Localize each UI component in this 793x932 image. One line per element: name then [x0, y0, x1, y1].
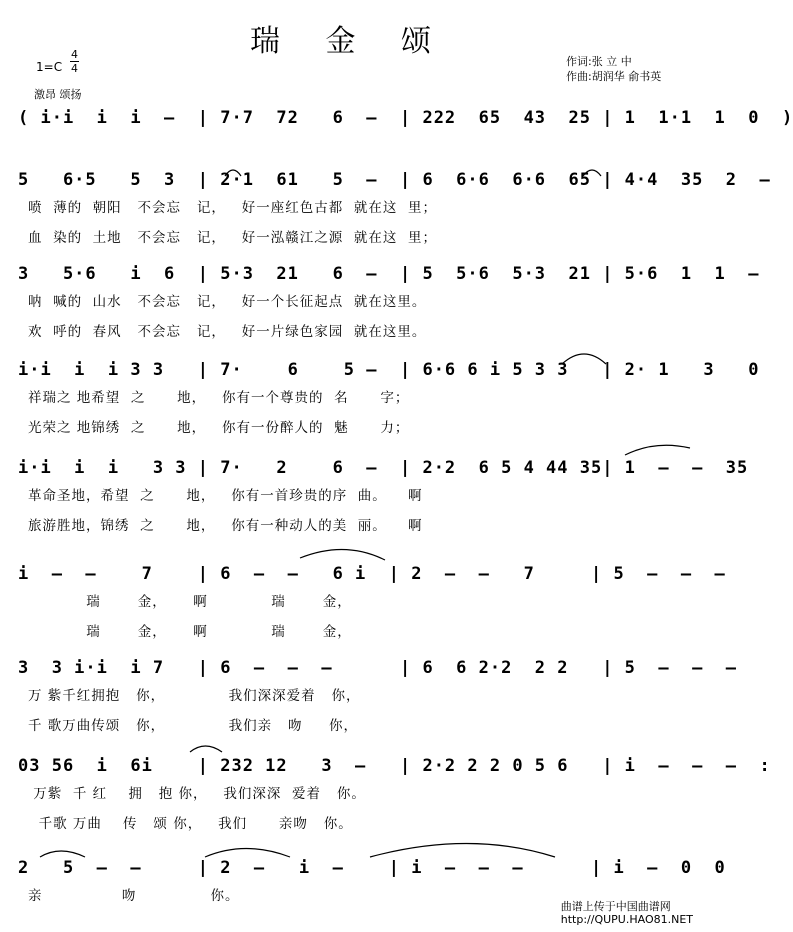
time-signature-bottom: 4 [71, 62, 78, 75]
lyric-line: 瑞 金， 啊 瑞 金， [28, 624, 352, 640]
lyric-line: 千 歌万曲传颂 你， 我们亲 吻 你， [28, 718, 358, 734]
lyric-line: 呐 喊的 山水 不会忘 记， 好一个长征起点 就在这里。 [28, 294, 427, 310]
notation-line: 3 5·6 i 6 | 5·3 21 6 – | 5 5·6 5·3 21 | 5·6 1 1 – [18, 264, 760, 284]
key-signature: 1=C [36, 60, 63, 74]
lyric-line: 血 染的 土地 不会忘 记， 好一泓赣江之源 就在这 里； [28, 230, 437, 246]
time-signature-top: 4 [71, 48, 78, 61]
footer-line-1: 曲谱上传于中国曲谱网 [560, 900, 671, 913]
footer-watermark [561, 900, 693, 926]
notation-line: i·i i i 3 3 | 7· 2 6 – | 2·2 6 5 4 44 35| 1 – – 35 [18, 458, 749, 478]
lyric-line: 瑞 金， 啊 瑞 金， [28, 594, 352, 610]
lyric-line: 欢 呼的 春风 不会忘 记， 好一片绿色家园 就在这里。 [28, 324, 427, 340]
composer-credit: 作曲:胡润华 俞书英 [566, 70, 662, 83]
song-title: 瑞 金 颂 [249, 24, 450, 59]
time-signature [70, 48, 79, 75]
notation-line: 03 56 i 6i | 232 12 3 – | 2·2 2 2 0 5 6 | i – – – : [18, 756, 771, 776]
notation-line: 2 5 – – | 2 – i – | i – – – | i – 0 0 [18, 858, 726, 878]
lyric-line: 祥瑞之 地希望 之 地， 你有一个尊贵的 名 字； [28, 390, 410, 406]
lyric-line: 万紫 千 红 拥 抱 你， 我们深深 爱着 你。 [28, 786, 366, 802]
notation-line: 3 3 i·i i 7 | 6 – – – | 6 6 2·2 2 2 | 5 – – – [18, 658, 738, 678]
lyric-line: 亲 吻 你。 [28, 888, 240, 904]
lyric-line: 旅游胜地，锦绣 之 地， 你有一种动人的美 丽。 啊 [28, 518, 423, 534]
credits [566, 54, 661, 84]
lyric-line: 千歌 万曲 传 颂 你， 我们 亲吻 你。 [28, 816, 353, 832]
notation-line: i·i i i 3 3 | 7· 6 5 – | 6·6 6 i 5 3 3 | 2· 1 3 0 [18, 360, 760, 380]
lyric-line: 光荣之 地锦绣 之 地， 你有一份醉人的 魅 力； [28, 420, 410, 436]
lyric-line: 喷 薄的 朝阳 不会忘 记， 好一座红色古都 就在这 里； [28, 200, 437, 216]
footer-line-2: http://QUPU.HAO81.NET [560, 913, 693, 926]
notation-line: ( i·i i i – | 7·7 72 6 – | 222 65 43 25 | 1 1·1 1 0 ) [18, 108, 793, 128]
notation-line: i – – 7 | 6 – – 6 i | 2 – – 7 | 5 – – – [18, 564, 726, 584]
tempo-marking: 激昂 颂扬 [34, 88, 82, 101]
notation-line: 5 6·5 5 3 | 2·1 61 5 – | 6 6·6 6·6 65 | 4·4 35 2 – [18, 170, 771, 190]
lyric-line: 革命圣地，希望 之 地， 你有一首珍贵的序 曲。 啊 [28, 488, 423, 504]
lyric-line: 万 紫千红拥抱 你， 我们深深爱着 你， [28, 688, 361, 704]
lyricist-credit: 作词:张 立 中 [566, 55, 632, 68]
